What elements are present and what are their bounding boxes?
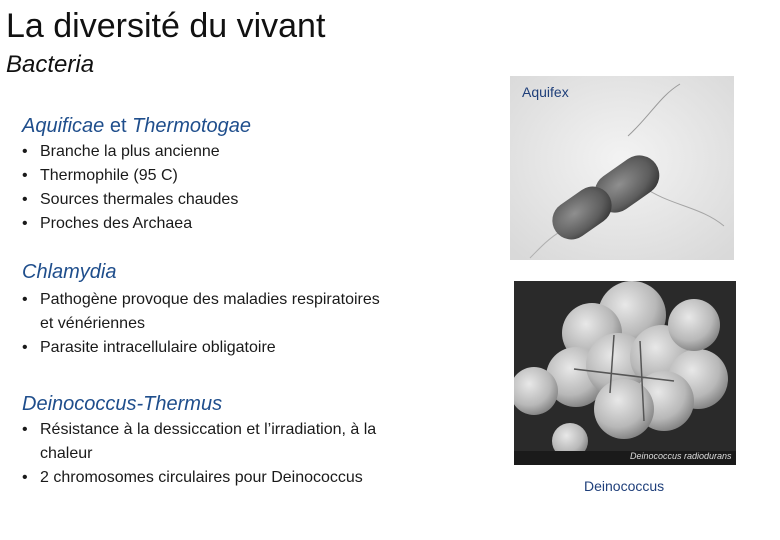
aquificae-bullet-list bbox=[22, 140, 238, 236]
list-item: • Branche la plus ancienne bbox=[22, 140, 238, 164]
deinococcus-micrograph-graphic bbox=[514, 281, 736, 465]
aquifex-micrograph-graphic bbox=[510, 76, 734, 260]
section-heading-aquificae bbox=[22, 114, 251, 138]
aquifex-micrograph bbox=[510, 76, 734, 260]
heading-aquificae: Aquificae bbox=[22, 115, 105, 137]
heading-connector: et bbox=[109, 115, 127, 137]
list-item-continuation: et vénériennes bbox=[40, 315, 145, 332]
list-item bbox=[22, 288, 380, 336]
list-item-text: Résistance à la dessiccation et l’irradiation, à la bbox=[40, 421, 377, 438]
list-item: • 2 chromosomes circulaires pour Deinococcus bbox=[22, 466, 376, 490]
deinococcus-bullet-list bbox=[22, 418, 376, 490]
heading-thermotogae: Thermotogae bbox=[132, 115, 252, 137]
heading-deinococcus-thermus: Deinococcus-Thermus bbox=[22, 393, 223, 415]
list-item: • Proches des Archaea bbox=[22, 212, 238, 236]
deinococcus-micrograph bbox=[514, 281, 736, 465]
list-item: • Parasite intracellulaire obligatoire bbox=[22, 336, 380, 360]
heading-chlamydia: Chlamydia bbox=[22, 261, 117, 283]
list-item bbox=[22, 418, 376, 466]
deinococcus-caption: Deinococcus bbox=[584, 478, 665, 494]
list-item: • Sources thermales chaudes bbox=[22, 188, 238, 212]
chlamydia-bullet-list bbox=[22, 288, 380, 360]
page-title: La diversité du vivant bbox=[6, 7, 326, 45]
list-item: • Thermophile (95 C) bbox=[22, 164, 238, 188]
list-item-continuation: chaleur bbox=[40, 445, 93, 462]
page-subtitle: Bacteria bbox=[6, 51, 95, 78]
aquifex-caption: Aquifex bbox=[522, 84, 569, 100]
deinococcus-inner-label: Deinococcus radiodurans bbox=[630, 451, 732, 461]
list-item-text: Pathogène provoque des maladies respiratoires bbox=[40, 291, 380, 308]
section-heading-chlamydia bbox=[22, 260, 116, 284]
section-heading-deinococcus-thermus bbox=[22, 392, 222, 416]
